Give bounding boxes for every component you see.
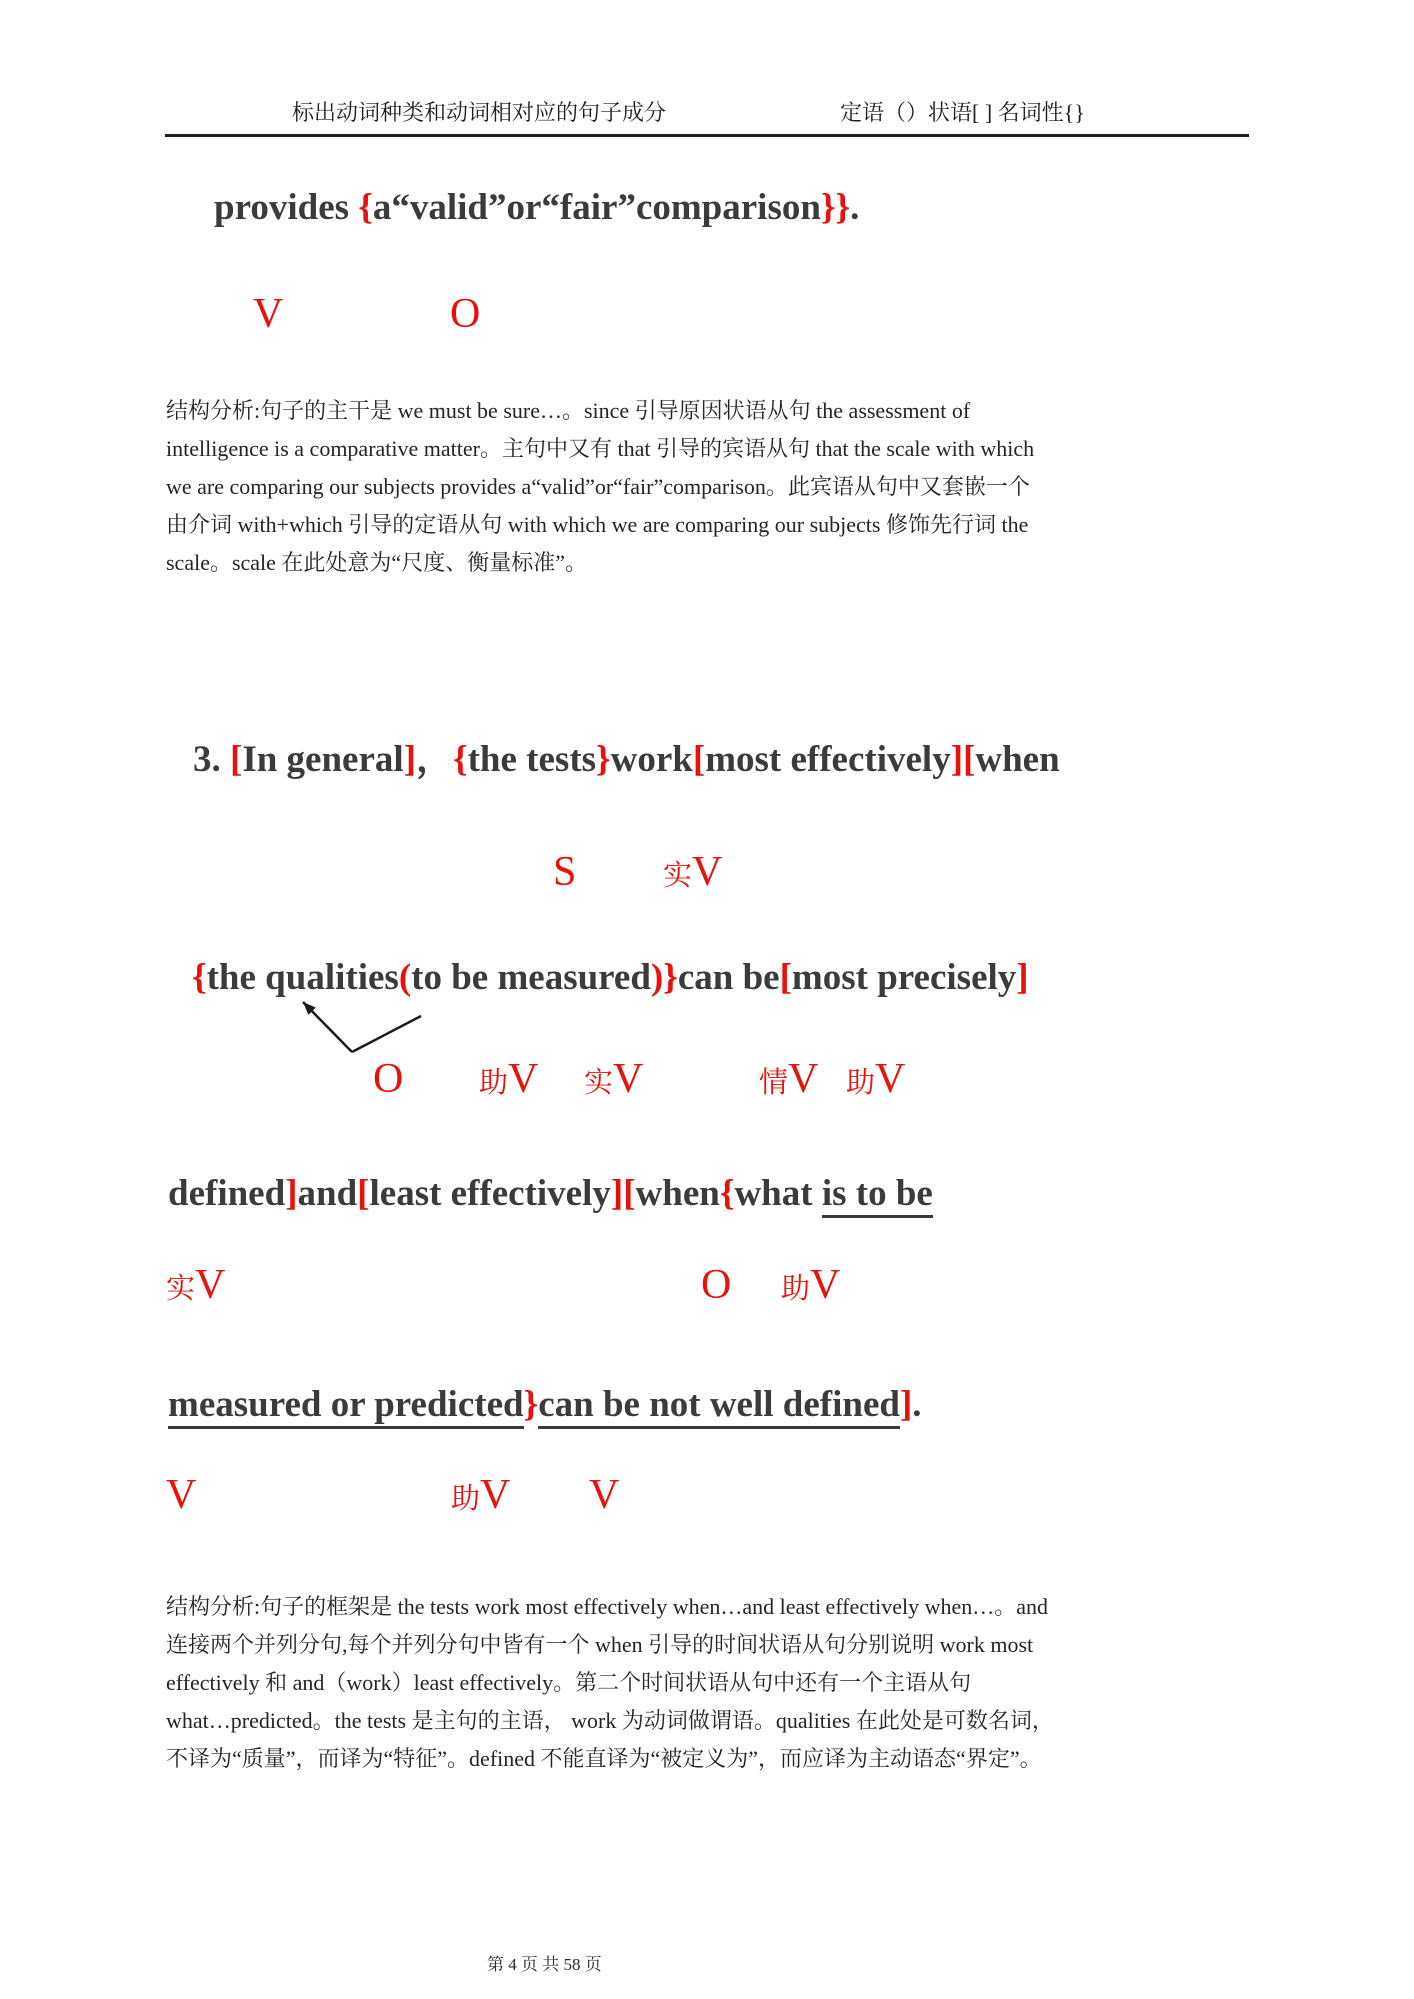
header-right-legend: 定语（）状语[ ] 名词性{}	[840, 100, 1085, 125]
grammar-marker	[450, 293, 480, 335]
red-bracket: [	[230, 739, 243, 780]
marker-verb-type: 助	[846, 1067, 876, 1099]
grammar-marker	[759, 1058, 818, 1100]
red-bracket: {	[453, 739, 468, 780]
sentence-text: when	[635, 1173, 720, 1214]
sentence-text: when	[975, 739, 1060, 780]
red-bracket: }	[523, 1384, 539, 1425]
red-bracket: {	[192, 957, 207, 998]
sentence-text: In general	[242, 739, 404, 780]
sentence-line-defined	[168, 1172, 933, 1216]
grammar-marker	[846, 1058, 905, 1100]
red-bracket: [	[357, 1173, 370, 1214]
sentence-text: the tests	[467, 739, 597, 780]
red-bracket: {	[358, 187, 373, 228]
red-bracket: ]	[950, 739, 964, 780]
red-bracket: (	[398, 957, 412, 998]
analysis-line: 结构分析:句子的主干是 we must be sure…。since 引导原因状语从句 the assessment of	[166, 398, 971, 423]
sentence-text: to be measured	[411, 957, 651, 998]
marker-letter: O	[450, 291, 481, 337]
sentence-text: can be	[677, 957, 780, 998]
grammar-marker	[253, 293, 283, 335]
analysis-line: scale。scale 在此处意为“尺度、衡量标准”。	[166, 550, 587, 575]
underlined-text: can be not well defined	[538, 1384, 900, 1429]
analysis-line: we are comparing our subjects provides a“valid”or“fair”comparison。此宾语从句中又套嵌一个	[166, 474, 1030, 499]
marker-letter: O	[373, 1056, 404, 1102]
grammar-marker	[553, 851, 576, 893]
grammar-marker	[584, 1058, 643, 1100]
underlined-text: measured or predicted	[168, 1384, 524, 1429]
marker-verb-type: 实	[166, 1273, 196, 1305]
analysis-line: 结构分析:句子的框架是 the tests work most effectively when…and least effectively when…。and	[166, 1594, 1049, 1619]
red-bracket: ]	[285, 1173, 298, 1214]
sentence-line-measured	[168, 1383, 922, 1427]
header-left-title: 标出动词种类和动词相对应的句子成分	[292, 100, 667, 125]
red-bracket: {	[719, 1173, 735, 1214]
marker-letter: V	[788, 1056, 819, 1102]
sentence-text: ，	[416, 739, 454, 780]
red-bracket: }}	[820, 187, 851, 228]
sentence-text: and	[297, 1173, 358, 1214]
red-bracket: [	[779, 957, 792, 998]
analysis-paragraph	[166, 392, 1256, 582]
grammar-marker	[479, 1058, 538, 1100]
sentence-text: what	[734, 1173, 822, 1214]
marker-letter: V	[166, 1472, 197, 1518]
sentence-line-qualities	[192, 956, 1029, 1000]
analysis-line: effectively 和 and（work）least effectively。第二个时间状语从句中还有一个主语从句	[166, 1670, 972, 1695]
grammar-marker	[166, 1264, 225, 1306]
grammar-marker	[781, 1264, 840, 1306]
marker-letter: O	[701, 1262, 732, 1308]
red-bracket: ]	[610, 1173, 624, 1214]
red-bracket: [	[623, 1173, 636, 1214]
marker-letter: V	[589, 1472, 620, 1518]
marker-verb-type: 助	[451, 1483, 481, 1515]
sentence-text: provides	[214, 187, 359, 228]
sentence-text: defined	[168, 1173, 286, 1214]
marker-letter: V	[508, 1056, 539, 1102]
marker-letter: V	[195, 1262, 226, 1308]
analysis-line: 连接两个并列分句,每个并列分句中皆有一个 when 引导的时间状语从句分别说明 work most	[166, 1632, 1034, 1657]
analysis-line: what…predicted。the tests 是主句的主语， work 为动词做谓语。qualities 在此处是可数名词，	[166, 1708, 1054, 1733]
marker-verb-type: 助	[781, 1273, 811, 1305]
grammar-marker	[166, 1474, 196, 1516]
marker-letter: V	[810, 1262, 841, 1308]
grammar-marker	[373, 1058, 403, 1100]
red-bracket: [	[692, 739, 706, 780]
sentence-text: work	[610, 739, 693, 780]
sentence-text: .	[850, 187, 860, 228]
red-bracket: ]	[403, 739, 417, 780]
sentence-line-3-opening	[193, 738, 1060, 782]
grammar-marker	[589, 1474, 619, 1516]
grammar-marker	[701, 1264, 731, 1306]
grammar-marker	[451, 1474, 510, 1516]
sentence-text: most effectively	[705, 739, 951, 780]
analysis-line: 由介词 with+which 引导的定语从句 with which we are comparing our subjects 修饰先行词 the	[166, 512, 1029, 537]
sentence-text: a“valid”or“fair”comparison	[372, 187, 821, 228]
marker-verb-type: 实	[663, 860, 693, 892]
marker-letter: V	[253, 291, 284, 337]
sentence-text: .	[912, 1384, 922, 1425]
sentence-line-provides	[214, 186, 859, 230]
red-bracket: }	[596, 739, 611, 780]
analysis-line: 不译为“质量”，而译为“特征”。defined 不能直译为“被定义为”，而应译为主动语态“界定”。	[166, 1746, 1042, 1771]
sentence-text: the qualities	[206, 957, 399, 998]
marker-letter: S	[553, 849, 577, 895]
red-bracket: )}	[650, 957, 678, 998]
marker-verb-type: 实	[584, 1067, 614, 1099]
red-bracket: ]	[1016, 957, 1029, 998]
marker-letter: V	[692, 849, 723, 895]
marker-letter: V	[480, 1472, 511, 1518]
marker-verb-type: 情	[759, 1067, 789, 1099]
sentence-text: least effectively	[369, 1173, 611, 1214]
marker-verb-type: 助	[479, 1067, 509, 1099]
marker-letter: V	[875, 1056, 906, 1102]
header-divider	[165, 134, 1249, 137]
red-bracket: ]	[899, 1384, 913, 1425]
page-number: 第 4 页 共 58 页	[487, 1955, 602, 1974]
analysis-paragraph	[166, 1588, 1256, 1778]
analysis-line: intelligence is a comparative matter。主句中又有 that 引导的宾语从句 that the scale with which	[166, 436, 1035, 461]
red-bracket: [	[963, 739, 976, 780]
sentence-text: 3.	[193, 739, 230, 780]
marker-letter: V	[613, 1056, 644, 1102]
underlined-text: is to be	[822, 1173, 933, 1218]
sentence-text: most precisely	[791, 957, 1017, 998]
grammar-marker	[663, 851, 722, 893]
